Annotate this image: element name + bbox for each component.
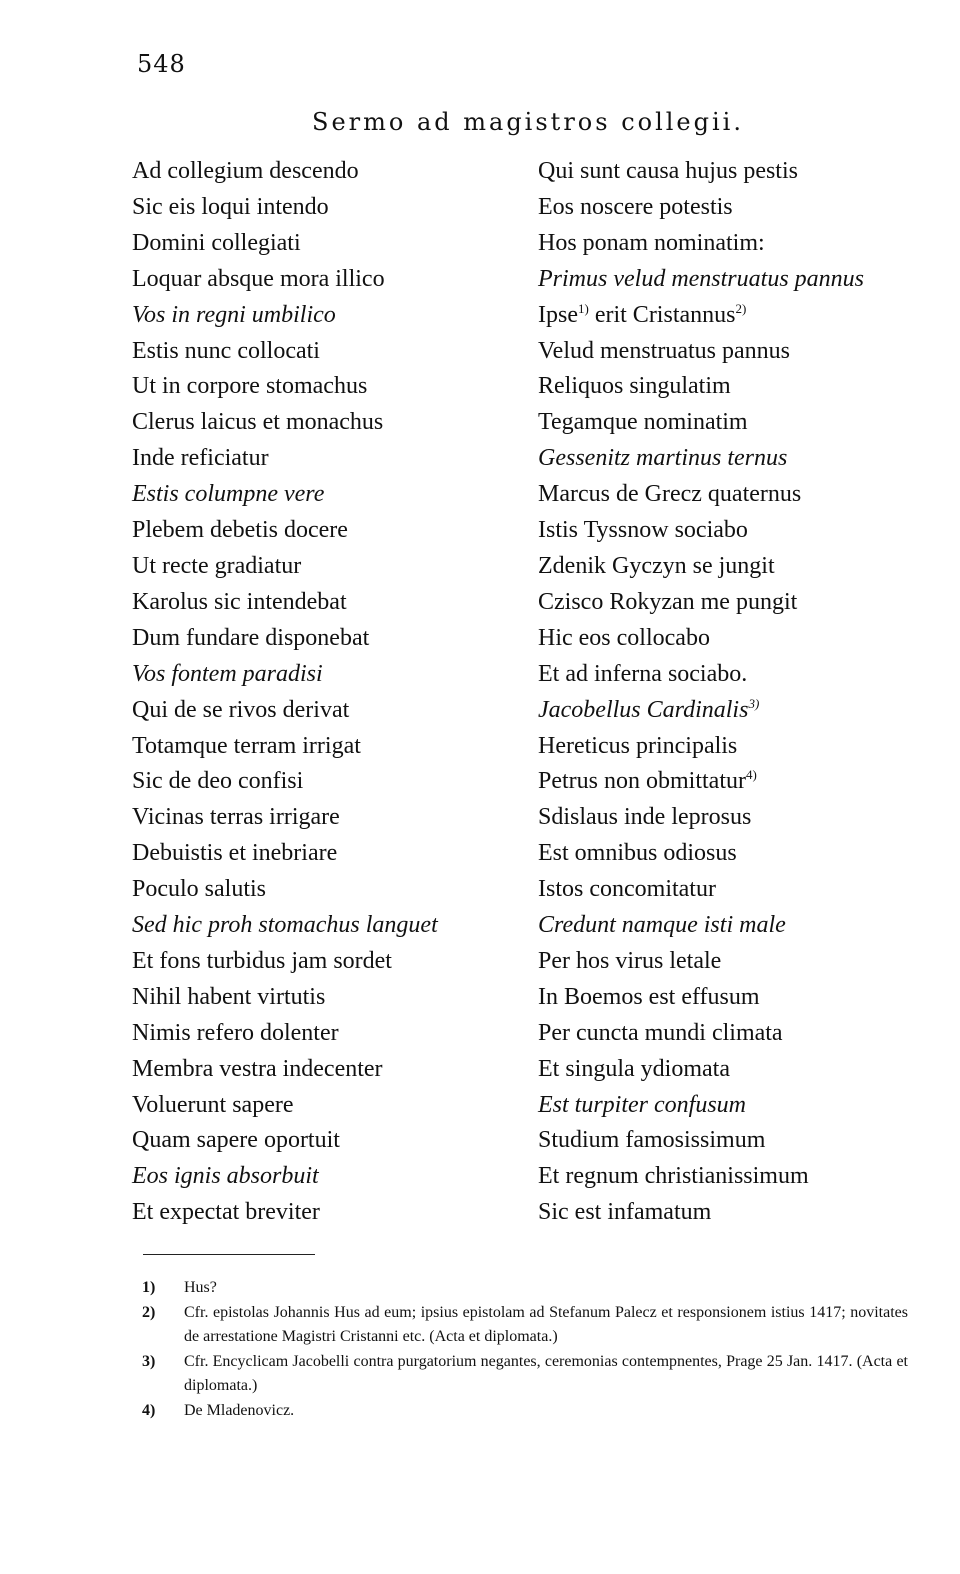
verse-line [132, 657, 522, 693]
verse-line [132, 1016, 522, 1052]
verse-line [132, 908, 522, 944]
verse-line [132, 1052, 522, 1088]
verse-line [538, 441, 928, 477]
verse-line [538, 908, 928, 944]
footnote-reference: 2) [735, 300, 747, 316]
verse-line [132, 477, 522, 513]
verse-line [132, 800, 522, 836]
verse-text: Sed hic proh stomachus languet [132, 912, 438, 939]
verse-line [132, 836, 522, 872]
verse-line [132, 872, 522, 908]
verse-line [538, 980, 928, 1016]
verse-text: Est turpiter confusum [538, 1091, 746, 1118]
verse-text: Ipse [538, 301, 578, 328]
verse-text-continuation: erit Cristannus [588, 301, 736, 328]
verse-text: Vos fontem paradisi [132, 660, 323, 687]
verse-line [538, 262, 928, 298]
verse-text: Loquar absque mora illico [132, 265, 385, 292]
footnote [142, 1399, 908, 1424]
verse-text: Studium famosissimum [538, 1127, 766, 1154]
verse-text: Ad collegium descendo [132, 158, 359, 184]
verse-line [132, 513, 522, 549]
verse-text: Vicinas terras irrigare [132, 804, 340, 831]
right-verse-column [538, 154, 928, 1231]
verse-line [538, 549, 928, 585]
footnote-reference: 3) [748, 695, 760, 711]
verse-text: Totamque terram irrigat [132, 732, 361, 759]
verse-text: Eos ignis absorbuit [132, 1163, 319, 1190]
verse-line [538, 154, 928, 190]
verse-text: Dum fundare disponebat [132, 624, 370, 651]
verse-line [132, 944, 522, 980]
verse-text: Jacobellus Cardinalis [538, 696, 749, 723]
verse-text: Hic eos collocabo [538, 624, 710, 651]
verse-text: Zdenik Gyczyn se jungit [538, 552, 775, 579]
verse-line [538, 836, 928, 872]
verse-line [538, 621, 928, 657]
verse-text: Sdislaus inde leprosus [538, 804, 752, 831]
verse-text: In Boemos est effusum [538, 983, 760, 1010]
verse-line [538, 405, 928, 441]
footnote-text: Cfr. epistolas Johannis Hus ad eum; ipsius epistolam ad Stefanum Palecz et responsionem istius 1417; novitates de arrestatione Magistri Cristanni etc. (Acta et diplomata.) [184, 1303, 908, 1346]
verse-line [538, 872, 928, 908]
verse-text: Voluerunt sapere [132, 1091, 294, 1118]
verse-text: Tegamque nominatim [538, 409, 748, 436]
verse-text: Vos in regni umbilico [132, 301, 336, 328]
footnote-text: Hus? [184, 1279, 217, 1296]
verse-line [132, 1088, 522, 1124]
verse-text: Qui de se rivos derivat [132, 696, 350, 723]
verse-line [538, 334, 928, 370]
verse-text: Sic eis loqui intendo [132, 193, 329, 220]
verse-line [132, 334, 522, 370]
verse-text: Petrus non obmittatur [538, 768, 746, 795]
verse-line [132, 369, 522, 405]
footnote-reference: 4) [745, 767, 757, 783]
verse-text: Quam sapere oportuit [132, 1127, 340, 1154]
footnote-number: 2) [142, 1303, 156, 1321]
footnote-number: 4) [142, 1401, 156, 1419]
verse-text: Hos ponam nominatim: [538, 229, 765, 256]
verse-text: Est omnibus odiosus [538, 840, 737, 867]
verse-line [132, 585, 522, 621]
verse-text: Karolus sic intendebat [132, 588, 347, 615]
verse-text: Et expectat breviter [132, 1199, 320, 1226]
verse-line [538, 1195, 928, 1231]
verse-line [132, 1159, 522, 1195]
verse-line [132, 1123, 522, 1159]
verse-text: Plebem debetis docere [132, 517, 348, 544]
verse-text: Gessenitz martinus ternus [538, 445, 788, 472]
verse-line [132, 154, 522, 190]
verse-text: Eos noscere potestis [538, 193, 733, 220]
verse-line [132, 262, 522, 298]
verse-text: Domini collegiati [132, 229, 301, 256]
verse-line [132, 549, 522, 585]
verse-line [132, 621, 522, 657]
footnote [142, 1301, 908, 1350]
verse-text: Per cuncta mundi climata [538, 1019, 783, 1046]
verse-line [132, 764, 522, 800]
verse-line [132, 693, 522, 729]
verse-text: Istis Tyssnow sociabo [538, 517, 748, 544]
verse-text: Primus velud menstruatus pannus [538, 265, 864, 292]
left-verse-column [132, 154, 522, 1231]
verse-line [538, 1052, 928, 1088]
footnotes [142, 1276, 908, 1424]
verse-text: Estis nunc collocati [132, 337, 320, 364]
verse-text: Marcus de Grecz quaternus [538, 481, 802, 508]
verse-line [538, 226, 928, 262]
verse-line [538, 585, 928, 621]
verse-text: Velud menstruatus pannus [538, 337, 790, 364]
verse-line [538, 764, 928, 800]
verse-text: Istos concomitatur [538, 876, 716, 903]
verse-text: Debuistis et inebriare [132, 840, 338, 867]
verse-text: Nihil habent virtutis [132, 983, 326, 1010]
verse-line [538, 1159, 928, 1195]
verse-text: Ut in corpore stomachus [132, 373, 368, 400]
page-number: 548 [137, 50, 186, 78]
verse-line [132, 405, 522, 441]
footnote-text: De Mladenovicz. [184, 1401, 295, 1419]
verse-line [132, 190, 522, 226]
footnote-rule [143, 1254, 315, 1255]
verse-line [538, 477, 928, 513]
verse-text: Sic est infamatum [538, 1199, 712, 1226]
verse-text: Clerus laicus et monachus [132, 409, 384, 436]
verse-line [538, 800, 928, 836]
verse-line [538, 1123, 928, 1159]
verse-line [538, 190, 928, 226]
poem-title: Sermo ad magistros collegii. [312, 108, 744, 136]
verse-text: Et ad inferna sociabo. [538, 660, 748, 687]
verse-text: Et regnum christianissimum [538, 1163, 809, 1190]
verse-line [538, 513, 928, 549]
verse-text: Inde reficiatur [132, 445, 269, 472]
verse-text: Czisco Rokyzan me pungit [538, 588, 798, 615]
verse-line [132, 298, 522, 334]
verse-line [132, 729, 522, 765]
verse-line [538, 657, 928, 693]
footnote [142, 1350, 908, 1399]
footnote [142, 1276, 908, 1301]
verse-text: Per hos virus letale [538, 947, 722, 974]
verse-line [538, 693, 928, 729]
verse-text: Poculo salutis [132, 876, 267, 903]
verse-text: Hereticus principalis [538, 732, 738, 759]
footnote-number: 3) [142, 1352, 156, 1370]
verse-text: Estis columpne vere [132, 481, 325, 508]
verse-line [538, 729, 928, 765]
verse-text: Credunt namque isti male [538, 912, 786, 939]
verse-line [538, 1088, 928, 1124]
verse-text: Nimis refero dolenter [132, 1019, 339, 1046]
verse-text: Ut recte gradiatur [132, 552, 302, 579]
verse-text: Et singula ydiomata [538, 1055, 730, 1082]
verse-text: Reliquos singulatim [538, 373, 731, 400]
verse-line [132, 1195, 522, 1231]
verse-text: Membra vestra indecenter [132, 1055, 383, 1082]
verse-text: Et fons turbidus jam sordet [132, 947, 392, 974]
verse-line [132, 441, 522, 477]
verse-line [132, 980, 522, 1016]
footnote-reference: 1) [577, 300, 589, 316]
footnote-number: 1) [142, 1279, 156, 1296]
verse-text: Sic de deo confisi [132, 768, 304, 795]
verse-line [538, 944, 928, 980]
footnote-text: Cfr. Encyclicam Jacobelli contra purgatorium negantes, ceremonias contempnentes, Prage 25 Jan. 1417. (Acta et diplomata.) [184, 1352, 908, 1395]
verse-line [132, 226, 522, 262]
verse-line [538, 1016, 928, 1052]
verse-line [538, 298, 928, 334]
verse-line [538, 369, 928, 405]
verse-text: Qui sunt causa hujus pestis [538, 158, 798, 184]
